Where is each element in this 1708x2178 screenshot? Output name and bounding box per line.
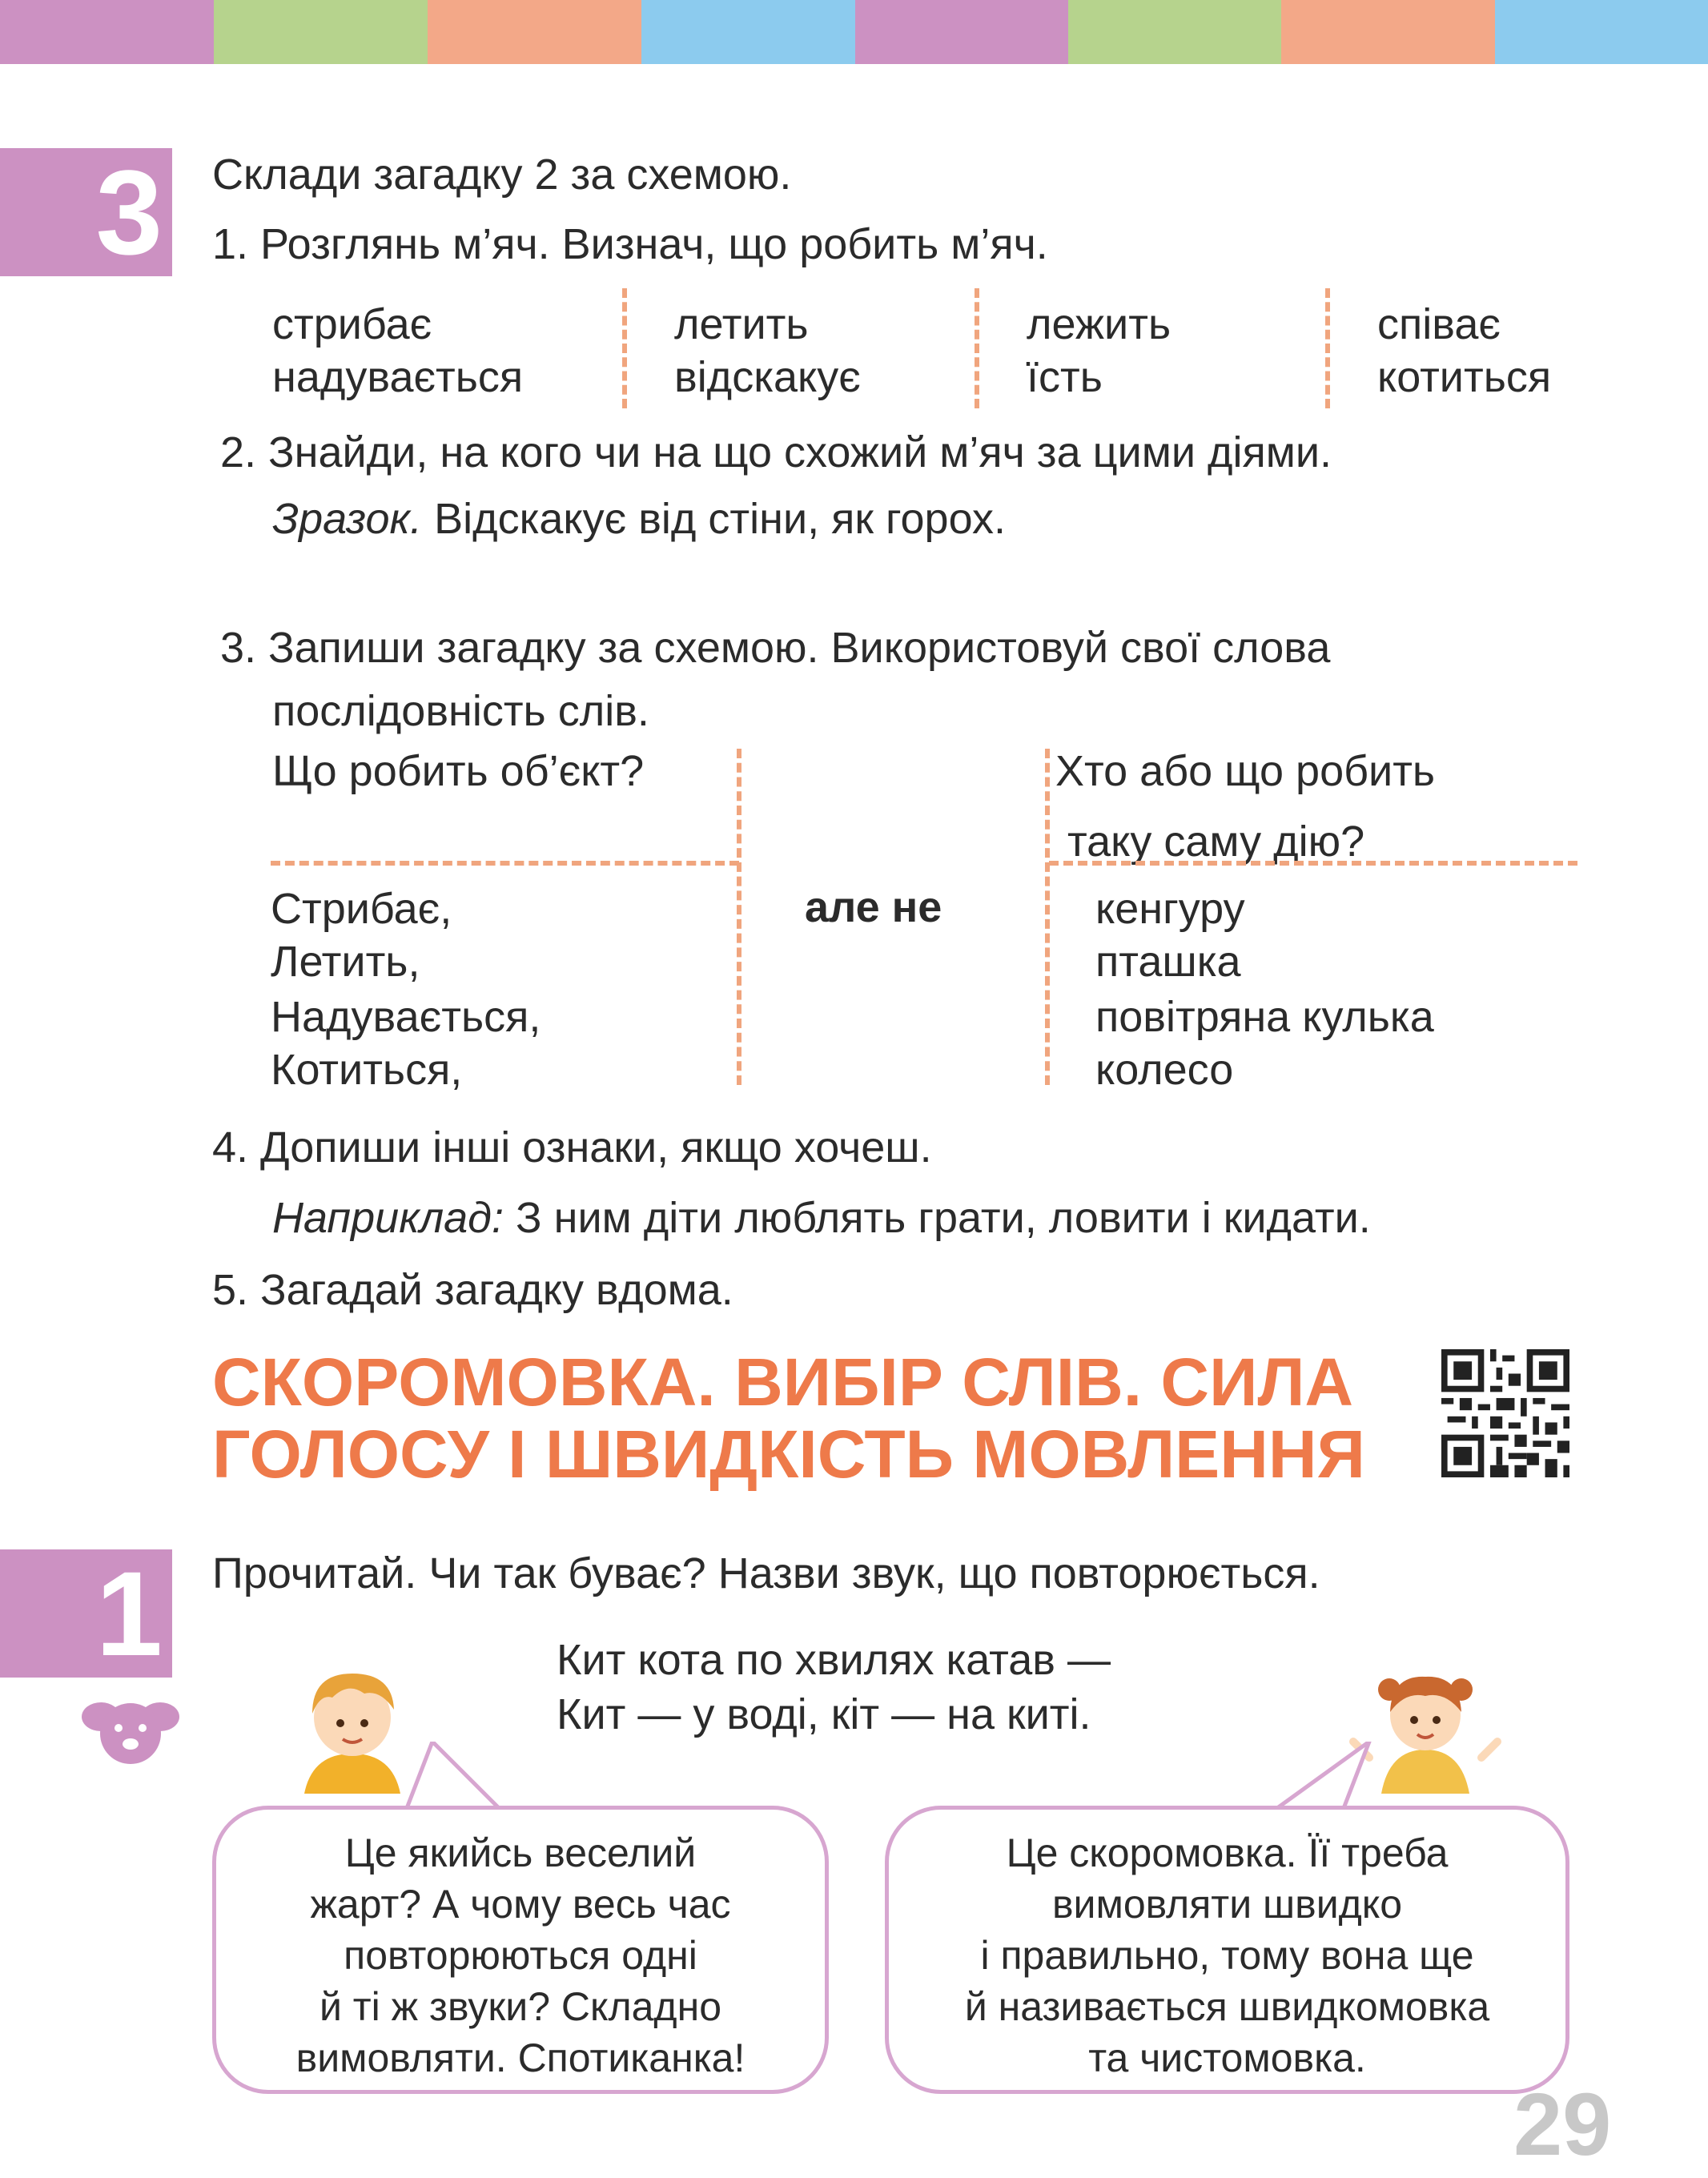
task3-step1: 1. Розглянь м’яч. Визнач, що робить м’яч.	[212, 220, 1048, 268]
task-number: 1	[95, 1545, 163, 1681]
task1-instruction: Прочитай. Чи так буває? Назви звук, що повторюється.	[212, 1549, 1320, 1597]
bubble-line: та чистомовка.	[1088, 2035, 1366, 2080]
bubble-line: й називається швидкомовка	[964, 1984, 1490, 2029]
word-col2-a: летить	[674, 300, 809, 348]
top-stripe-2	[214, 0, 428, 64]
task3-step4: 4. Допиши інші ознаки, якщо хочеш.	[212, 1123, 932, 1171]
poem-line: Кит кота по хвилях катав —	[557, 1636, 1111, 1684]
example-text: З ним діти люблять грати, ловити і кидати.	[504, 1194, 1371, 1242]
top-stripe-5	[855, 0, 1068, 64]
column-divider	[975, 288, 979, 408]
bubble-line: й ті ж звуки? Складно	[319, 1984, 722, 2029]
top-stripe-3	[428, 0, 641, 64]
scheme-left-item: Летить,	[271, 938, 420, 986]
bubble-line: вимовляти швидко	[1051, 1882, 1403, 1927]
scheme-right-item: кенгуру	[1095, 885, 1245, 933]
task3-step3-line2: послідовність слів.	[272, 687, 649, 735]
scheme-left-item: Стрибає,	[271, 885, 452, 933]
bubble-line: жарт? А чому весь час	[310, 1882, 731, 1927]
scheme-right-vertical	[1045, 749, 1050, 1085]
page-number: 29	[1513, 2076, 1612, 2174]
speech-bubble-girl	[885, 1806, 1569, 2094]
bubble-line: вимовляти. Спотиканка!	[295, 2035, 745, 2080]
section-title-line2: ГОЛОСУ І ШВИДКІСТЬ МОВЛЕННЯ	[212, 1417, 1365, 1492]
task3-intro: Склади загадку 2 за схемою.	[212, 151, 792, 199]
bubble-line: повторюються одні	[344, 1933, 697, 1978]
task-number: 3	[95, 144, 163, 279]
scheme-right-item: пташка	[1095, 938, 1241, 986]
task-number-badge-3	[0, 144, 172, 279]
scheme-left-vertical	[737, 749, 741, 1085]
word-col1-b: надувається	[272, 353, 524, 401]
scheme-right-item: колесо	[1095, 1046, 1234, 1094]
scheme-left-header: Що робить об’єкт?	[272, 747, 645, 795]
poem-line: Кит — у воді, кіт — на киті.	[557, 1690, 1091, 1738]
top-stripe-7	[1281, 0, 1495, 64]
scheme-middle: але не	[805, 883, 942, 931]
word-col3-b: їсть	[1027, 353, 1103, 401]
word-col1-a: стрибає	[272, 300, 432, 348]
column-divider	[1325, 288, 1330, 408]
scheme-right-item: повітряна кулька	[1095, 993, 1434, 1041]
word-col4-a: співає	[1377, 300, 1501, 348]
task3-step3-line1: 3. Запиши загадку за схемою. Використовуй свої слова	[220, 624, 1331, 672]
section-title-line1: СКОРОМОВКА. ВИБІР СЛІВ. СИЛА	[212, 1344, 1354, 1420]
bubble-line: Це якийсь веселий	[344, 1830, 697, 1875]
bubble-line: і правильно, тому вона ще	[980, 1933, 1474, 1978]
task-number-badge-1	[0, 1545, 172, 1681]
example-label: Наприклад:	[272, 1194, 504, 1242]
task3-step4-example	[272, 1191, 1371, 1244]
task3-step2: 2. Знайди, на кого чи на що схожий м’яч за цими діями.	[220, 428, 1332, 476]
pair-work-icon	[78, 1690, 183, 1770]
scheme-left-divider	[271, 861, 739, 866]
column-divider	[622, 288, 627, 408]
speech-bubble-boy	[212, 1806, 829, 2094]
example-text: Відскакує від стіни, як горох.	[422, 495, 1007, 543]
task3-step5: 5. Загадай загадку вдома.	[212, 1266, 733, 1314]
top-stripe-6	[1068, 0, 1281, 64]
scheme-left-item: Котиться,	[271, 1046, 463, 1094]
word-col2-b: відскакує	[674, 353, 861, 401]
task3-example	[272, 492, 1006, 545]
scheme-right-header-1: Хто або що робить	[1055, 747, 1436, 795]
scheme-right-divider	[1049, 861, 1577, 866]
top-stripe-4	[641, 0, 855, 64]
top-stripe-1	[0, 0, 214, 64]
scheme-right-header-2: таку саму дію?	[1067, 818, 1365, 866]
qr-code-icon[interactable]	[1441, 1349, 1569, 1477]
scheme-left-item: Надувається,	[271, 993, 541, 1041]
word-col3-a: лежить	[1027, 300, 1171, 348]
bubble-line: Це скоромовка. Її треба	[1006, 1830, 1449, 1875]
example-label: Зразок.	[272, 495, 423, 543]
top-stripe-8	[1495, 0, 1708, 64]
word-col4-b: котиться	[1377, 353, 1552, 401]
